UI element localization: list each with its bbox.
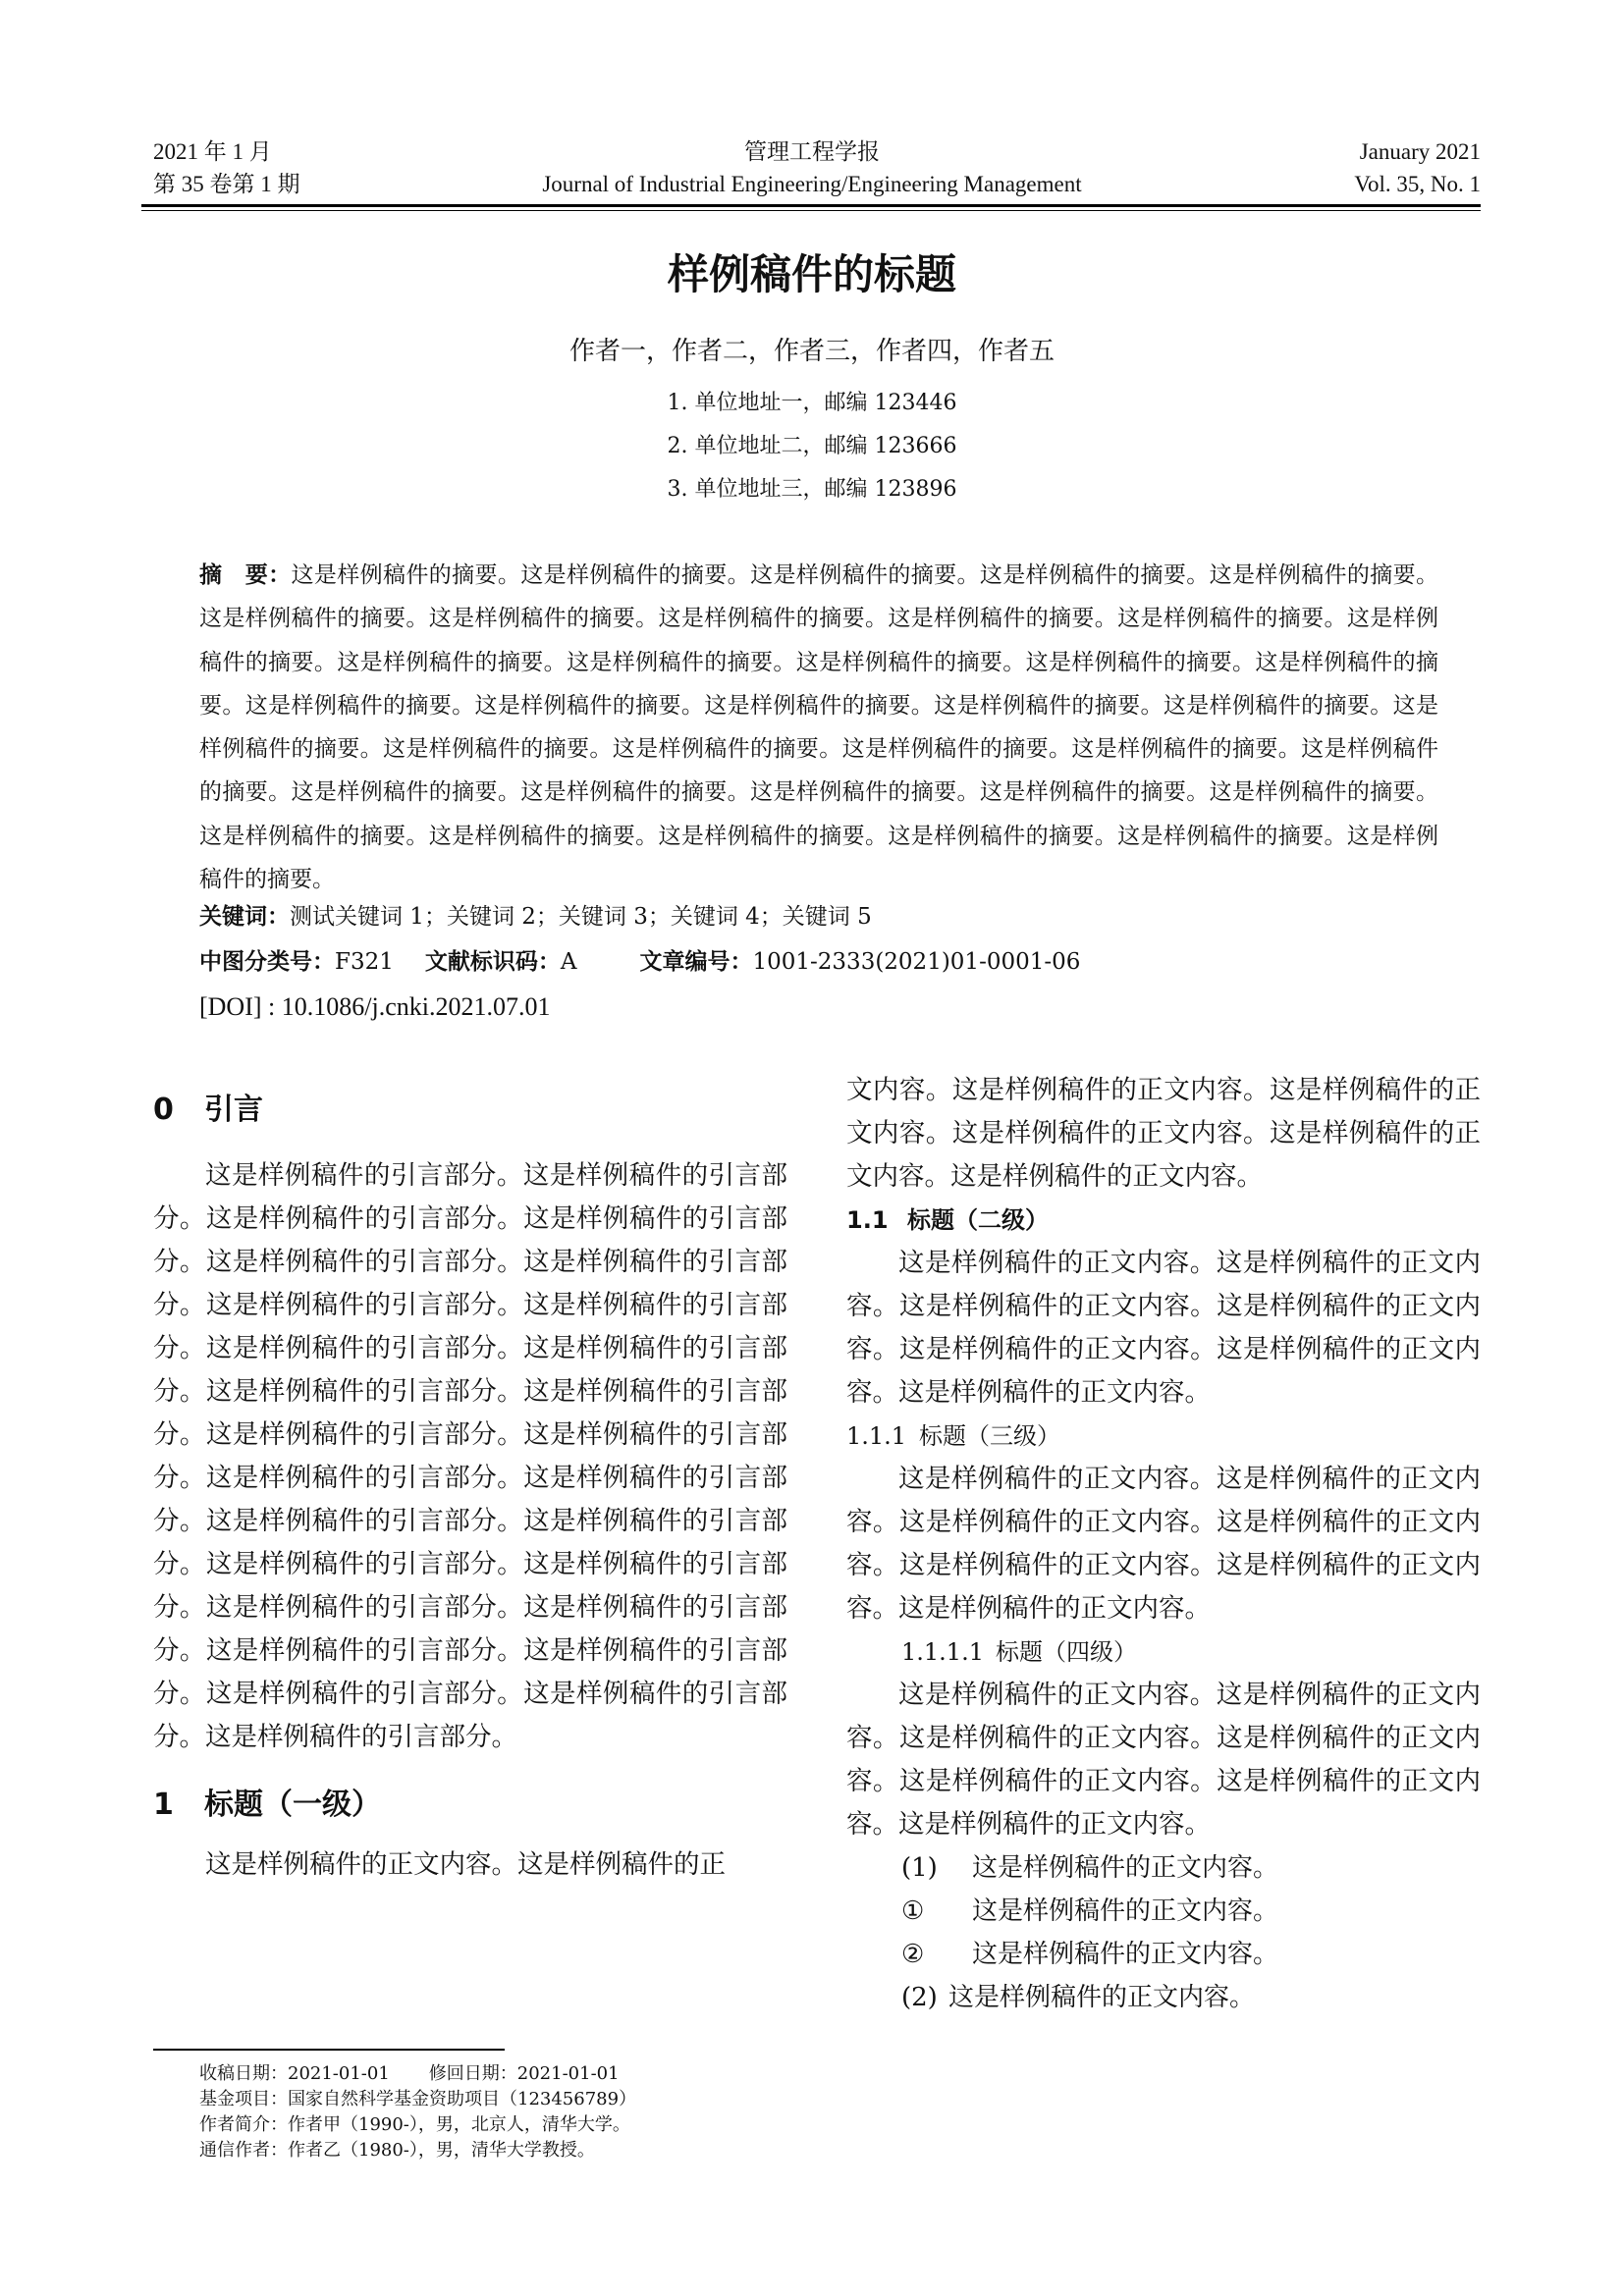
list-marker: (1) [901,1853,938,1883]
header-rule-thick [141,204,1481,207]
abstract-text: 这是样例稿件的摘要。这是样例稿件的摘要。这是样例稿件的摘要。这是样例稿件的摘要。这是样例稿件的摘要。这是样例稿件的摘要。这是样例稿件的摘要。这是样例稿件的摘要。这是样例稿件的摘要。这是样例稿件的摘要。这是样例稿件的摘要。这是样例稿件的摘要。这是样例稿件的摘要。这是样例稿件的摘要。这是样例稿件的摘要。这是样例稿件的摘要。这是样例稿件的摘要。这是样例稿件的摘要。这是样例稿件的摘要。这是样例稿件的摘要。这是样例稿件的摘要。这是样例稿件的摘要。这是样例稿件的摘要。这是样例稿件的摘要。这是样例稿件的摘要。这是样例稿件的摘要。这是样例稿件的摘要。这是样例稿件的摘要。这是样例稿件的摘要。这是样例稿件的摘要。这是样例稿件的摘要。这是样例稿件的摘要。这是样例稿件的摘要。这是样例稿件的摘要。这是样例稿件的摘要。这是样例稿件的摘要。这是样例稿件的摘要。这是样例稿件的摘要。 [199,562,1439,893]
header-center [452,135,1172,200]
footnote-dates [199,2062,620,2086]
issue-date: 2021 年 1 月 [153,139,272,164]
clc-value: F321 [335,949,394,975]
footnote-fund: 基金项目：国家自然科学基金资助项目（123456789） [199,2089,637,2109]
doc-code-label: 文献标识码： [424,949,561,975]
section-title: 引言 [204,1093,263,1127]
section-1-1-1-1-paragraph: 这是样例稿件的正文内容。这是样例稿件的正文内容。这是样例稿件的正文内容。这是样例稿件的正文内容。这是样例稿件的正文内容。这是样例稿件的正文内容。这是样例稿件的正文内容。 [846,1680,1481,1840]
footnote-author: 作者简介：作者甲（1990-），男，北京人，清华大学。 [199,2114,630,2135]
journal-name-cn: 管理工程学报 [744,139,880,164]
list-item [846,1890,1481,1933]
section-1-paragraph-continued: 文内容。这是样例稿件的正文内容。这是样例稿件的正文内容。这是样例稿件的正文内容。这是样例稿件的正文内容。这是样例稿件的正文内容。 [846,1075,1481,1192]
keywords [199,895,872,938]
doi[interactable]: [DOI] : 10.1086/j.cnki.2021.07.01 [199,992,551,1021]
paper-title: 样例稿件的标题 [667,250,956,298]
keywords-text: 测试关键词 1；关键词 2；关键词 3；关键词 4；关键词 5 [290,904,872,930]
section-number: 1 [153,1788,174,1822]
list-item [846,1933,1481,1976]
section-1-1-1-paragraph: 这是样例稿件的正文内容。这是样例稿件的正文内容。这是样例稿件的正文内容。这是样例稿件的正文内容。这是样例稿件的正文内容。这是样例稿件的正文内容。这是样例稿件的正文内容。 [846,1464,1481,1624]
right-column [846,1069,1481,2019]
revised-date: 修回日期：2021-01-01 [428,2063,620,2084]
issue-date-en: January 2021 [1359,139,1481,164]
footnote-corresponding: 通信作者：作者乙（1980-），男，清华大学教授。 [199,2140,595,2161]
list-text: 这是样例稿件的正文内容。 [972,1940,1279,1969]
list-text: 这是样例稿件的正文内容。 [948,1983,1256,2012]
article-number-value: 1001-2333(2021)01-0001-06 [752,949,1081,975]
section-title: 标题（一级） [204,1788,381,1822]
doc-code-value: A [560,949,577,975]
affiliation-3: 3. 单位地址三，邮编 123896 [667,477,957,502]
section-heading-1 [153,1783,787,1828]
section-heading-1-1-1-1 [846,1630,1481,1674]
affiliation-1: 1. 单位地址一，邮编 123446 [667,391,957,415]
list-text: 这是样例稿件的正文内容。 [972,1896,1279,1926]
section-title: 标题（二级） [907,1206,1049,1234]
section-1-1-paragraph: 这是样例稿件的正文内容。这是样例稿件的正文内容。这是样例稿件的正文内容。这是样例稿件的正文内容。这是样例稿件的正文内容。这是样例稿件的正文内容。这是样例稿件的正文内容。 [846,1248,1481,1408]
list-item [846,1976,1481,2019]
section-heading-1-1-1 [846,1415,1481,1458]
article-number-label: 文章编号： [639,949,753,975]
received-date: 收稿日期：2021-01-01 [199,2063,390,2084]
list-item [846,1846,1481,1890]
list-marker: ② [901,1940,925,1969]
intro-paragraph: 这是样例稿件的引言部分。这是样例稿件的引言部分。这是样例稿件的引言部分。这是样例稿件的引言部分。这是样例稿件的引言部分。这是样例稿件的引言部分。这是样例稿件的引言部分。这是样例稿件的引言部分。这是样例稿件的引言部分。这是样例稿件的引言部分。这是样例稿件的引言部分。这是样例稿件的引言部分。这是样例稿件的引言部分。这是样例稿件的引言部分。这是样例稿件的引言部分。这是样例稿件的引言部分。这是样例稿件的引言部分。这是样例稿件的引言部分。这是样例稿件的引言部分。这是样例稿件的引言部分。这是样例稿件的引言部分。这是样例稿件的引言部分。这是样例稿件的引言部分。这是样例稿件的引言部分。这是样例稿件的引言部分。这是样例稿件的引言部分。这是样例稿件的引言部分。 [153,1160,787,1752]
section-number: 1.1 [846,1206,889,1234]
list-text: 这是样例稿件的正文内容。 [972,1853,1279,1883]
journal-name-en: Journal of Industrial Engineering/Engineering Management [542,172,1082,196]
section-1-paragraph-start: 这是样例稿件的正文内容。这是样例稿件的正 [205,1849,726,1880]
volume-issue: 第 35 卷第 1 期 [153,172,300,196]
keywords-label: 关键词： [199,904,290,930]
section-heading-intro [153,1088,787,1133]
left-column [153,1088,787,1887]
volume-issue-en: Vol. 35, No. 1 [1354,172,1481,196]
section-title: 标题（四级） [996,1638,1137,1666]
section-number: 1.1.1 [846,1422,907,1450]
abstract [199,554,1438,901]
header-right [1178,135,1481,200]
clc-label: 中图分类号： [199,949,335,975]
section-title: 标题（三级） [919,1422,1060,1450]
header-rule-thin [141,210,1481,211]
footnote-rule [153,2049,505,2051]
affiliation-2: 2. 单位地址二，邮编 123666 [667,434,957,458]
author-list: 作者一，作者二，作者三，作者四，作者五 [568,337,1055,366]
list-marker: (2) [901,1983,938,2012]
section-heading-1-1 [846,1199,1481,1242]
section-number: 0 [153,1093,174,1127]
section-number: 1.1.1.1 [901,1638,984,1666]
abstract-label: 摘 要： [199,562,292,588]
classification [199,940,1080,984]
list-marker: ① [901,1896,925,1926]
